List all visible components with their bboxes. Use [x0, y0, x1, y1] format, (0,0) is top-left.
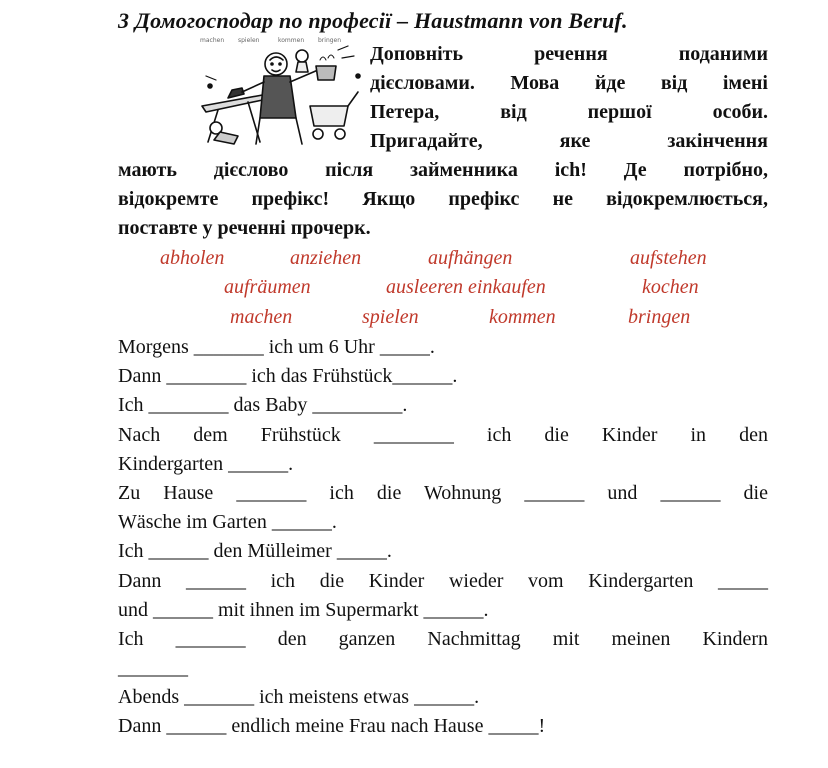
illustration-caption-1: machen	[200, 37, 225, 44]
sentence-line-10: und ______ mit ihnen im Supermarkt ______.	[118, 598, 489, 621]
sentence-line-8: Ich ______ den Mülleimer _____.	[118, 540, 392, 563]
verb-machen: machen	[230, 306, 293, 328]
sentence-line-1: Morgens _______ ich um 6 Uhr _____.	[118, 336, 435, 358]
exercise-title: 3 Домогосподар по професії – Haustmann von Beruf.	[118, 8, 628, 33]
instruction-line-5: мають дієслово після займенника ich! Де потрібно,	[118, 159, 768, 181]
illustration-caption-4: bringen	[318, 37, 342, 44]
verb-spielen: spielen	[362, 306, 419, 328]
sentence-line-2: Dann ________ ich das Frühstück______.	[118, 365, 458, 388]
verb-anziehen: anziehen	[290, 247, 362, 269]
instructions	[118, 40, 768, 243]
instruction-line-3: Петера, від першої особи.	[370, 101, 768, 123]
sentence-line-14: Dann ______ endlich meine Frau nach Hause _____!	[118, 715, 546, 738]
verb-abholen: abholen	[160, 247, 225, 269]
sentence-line-3: Ich ________ das Baby _________.	[118, 394, 408, 417]
verb-ausleeren-einkaufen: ausleeren einkaufen	[386, 276, 546, 298]
sentence-line-6: Zu Hause _______ ich die Wohnung ______ und ______ die	[118, 481, 768, 504]
instruction-line-4: Пригадайте, яке закінчення	[370, 130, 768, 152]
verb-kochen: kochen	[642, 276, 699, 298]
instruction-line-1: Доповніть речення поданими	[370, 43, 768, 65]
instruction-line-6: відокремте префікс! Якщо префікс не відокремлюється,	[118, 188, 768, 210]
instruction-line-2: дієсловами. Мова йде від імені	[370, 72, 768, 94]
sentence-line-11: Ich _______ den ganzen Nachmittag mit meinen Kindern	[118, 627, 768, 650]
illustration-caption-2: spielen	[238, 37, 260, 44]
verb-bringen: bringen	[628, 306, 691, 328]
verb-aufhaengen: aufhängen	[428, 247, 513, 269]
sentence-line-12: _______	[118, 657, 188, 680]
verb-bank	[118, 243, 768, 333]
illustration-caption-3: kommen	[278, 37, 305, 44]
verb-kommen: kommen	[489, 306, 556, 328]
sentence-line-4: Nach dem Frühstück ________ ich die Kinder in den	[118, 423, 768, 446]
exercise-sentences	[118, 333, 768, 742]
sentence-line-5: Kindergarten ______.	[118, 452, 294, 475]
sentence-line-13: Abends _______ ich meistens etwas ______.	[118, 686, 480, 709]
sentence-line-9: Dann ______ ich die Kinder wieder vom Kindergarten _____	[118, 569, 768, 592]
verb-aufstehen: aufstehen	[630, 247, 707, 269]
verb-aufraeumen: aufräumen	[224, 276, 311, 298]
sentence-line-7: Wäsche im Garten ______.	[118, 511, 337, 534]
instruction-line-7: поставте у реченні прочерк.	[118, 217, 371, 239]
